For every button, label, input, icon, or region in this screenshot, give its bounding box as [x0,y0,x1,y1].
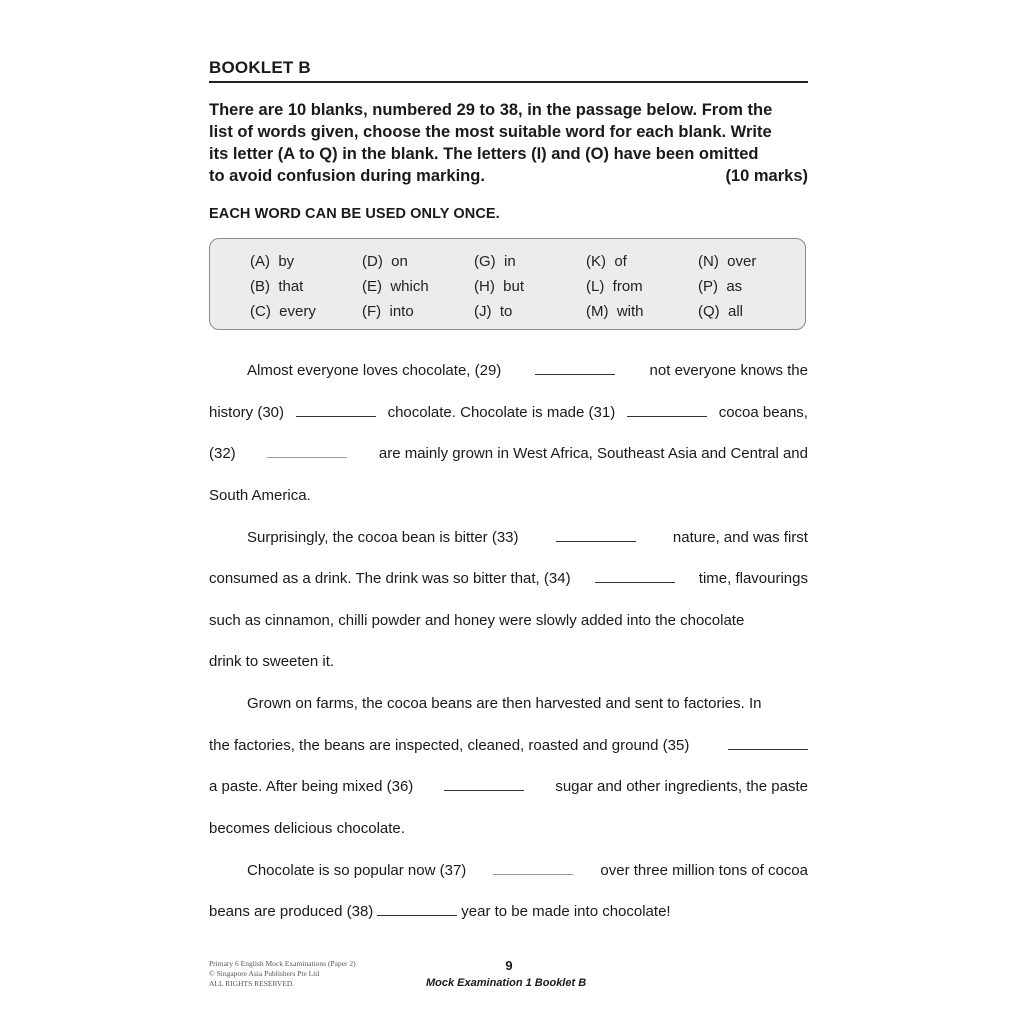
passage-line [209,403,808,423]
footer-line: © Singapore Asia Publishers Pte Ltd [209,969,320,978]
passage-text: are mainly grown in West Africa, Southeast Asia and Central and [378,445,808,462]
blank-32[interactable] [267,445,347,458]
passage-line [209,777,808,797]
passage-line [209,486,808,506]
passage-text: not everyone knows the [649,362,808,379]
footer-line: Primary 6 English Mock Examinations (Paper 2) [209,959,356,968]
passage-line [209,444,808,464]
passage-line [209,652,808,672]
passage-text: such as cinnamon, chilli powder and honey were slowly added into the chocolate [209,612,745,629]
word-option: (A) by [250,253,295,270]
passage-line [209,861,808,881]
passage-text: history (30) [209,404,285,421]
word-option: (G) in [474,253,516,270]
passage-text: Grown on farms, the cocoa beans are then harvested and sent to factories. In [247,695,762,712]
passage-text: (32) [209,445,236,462]
footer-title: Mock Examination 1 Booklet B [426,977,587,989]
passage-text: cocoa beans, [718,404,808,421]
passage-text: year to be made into chocolate! [461,903,671,920]
word-option: (D) on [362,253,408,270]
word-option: (F) into [362,303,414,320]
marks-label: (10 marks) [725,167,808,185]
blank-35[interactable] [728,737,808,750]
blank-34[interactable] [595,570,675,583]
booklet-title: BOOKLET B [209,58,808,83]
passage-text: becomes delicious chocolate. [209,820,405,837]
word-option: (M) with [586,303,644,320]
word-option: (K) of [586,253,627,270]
blank-36[interactable] [444,778,524,791]
instruction-line: There are 10 blanks, numbered 29 to 38, in the passage below. From the [209,101,773,119]
word-option: (J) to [474,303,513,320]
copyright-notice [209,959,399,989]
passage-line [209,361,808,381]
footer-line: ALL RIGHTS RESERVED. [209,979,295,988]
passage-text: Surprisingly, the cocoa bean is bitter (33) [247,529,519,546]
blank-38[interactable] [377,903,457,916]
blank-31[interactable] [627,404,707,417]
instructions [209,99,808,187]
word-option: (C) every [250,303,316,320]
passage-line [209,902,808,922]
once-note: EACH WORD CAN BE USED ONLY ONCE. [209,206,500,222]
passage-text: consumed as a drink. The drink was so bitter that, (34) [209,570,571,587]
word-option: (B) that [250,278,304,295]
passage-line [209,611,808,631]
instruction-line: list of words given, choose the most suitable word for each blank. Write [209,123,772,141]
word-option: (Q) all [698,303,743,320]
instruction-line [209,165,808,187]
word-option: (N) over [698,253,757,270]
passage-line [209,569,808,589]
passage-text: time, flavourings [698,570,808,587]
blank-37[interactable] [493,862,573,875]
blank-33[interactable] [556,529,636,542]
passage-line [209,819,808,839]
passage-text: drink to sweeten it. [209,653,335,670]
passage-text: beans are produced (38) [209,903,374,920]
word-option: (L) from [586,278,643,295]
word-option: (P) as [698,278,743,295]
passage-text: Chocolate is so popular now (37) [247,862,467,879]
word-list-box [209,238,806,330]
passage-text: over three million tons of cocoa [600,862,808,879]
passage-text: nature, and was first [672,529,808,546]
passage-text: South America. [209,487,311,504]
blank-30[interactable] [296,404,376,417]
passage-text: the factories, the beans are inspected, cleaned, roasted and ground (35) [209,737,690,754]
passage-line [209,694,808,714]
passage-text: a paste. After being mixed (36) [209,778,414,795]
page-number: 9 [505,958,513,973]
word-list-grid [250,249,798,324]
passage-line [209,736,808,756]
word-option: (E) which [362,278,429,295]
instruction-line: its letter (A to Q) in the blank. The letters (I) and (O) have been omitted [209,145,759,163]
passage-text: chocolate. Chocolate is made (31) [387,404,616,421]
word-option: (H) but [474,278,525,295]
blank-29[interactable] [535,362,615,375]
passage-text: Almost everyone loves chocolate, (29) [247,362,502,379]
passage-text: sugar and other ingredients, the paste [555,778,808,795]
instruction-last-line: to avoid confusion during marking. [209,167,485,185]
passage-line [209,528,808,548]
